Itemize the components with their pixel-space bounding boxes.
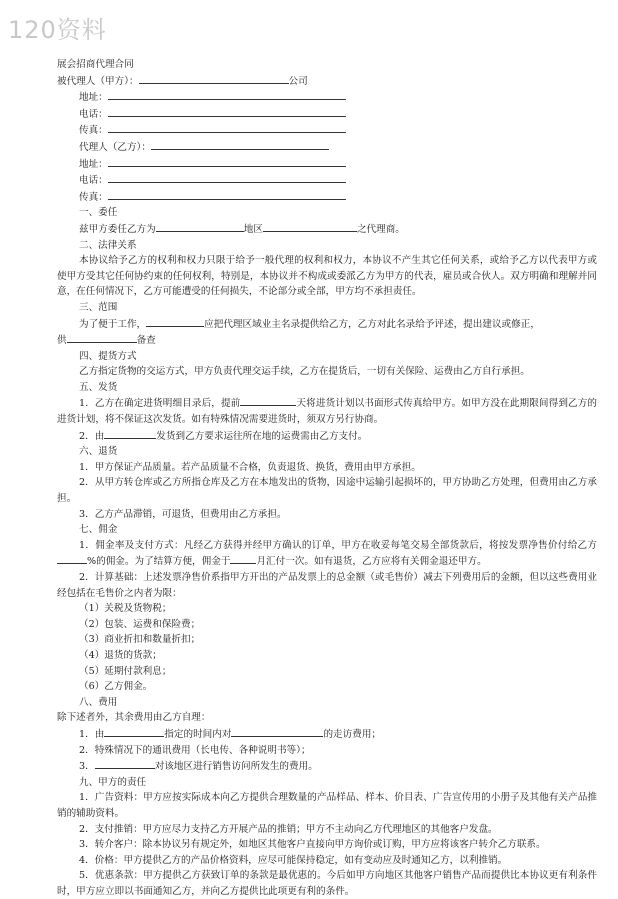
- fax-label: 传真：: [79, 191, 108, 203]
- party-b-row: [57, 139, 597, 156]
- shipper-field[interactable]: [104, 428, 156, 439]
- party-b-phone-field[interactable]: [108, 172, 346, 183]
- paragraph: 2．计算基础：上述发票净售价系指甲方开出的产品发票上的总金额（或毛售价）减去下列费用后的金额，但以这些费用业经包括在毛售价之内者为限：: [57, 572, 597, 599]
- text-fragment: 之代理商。: [356, 223, 405, 235]
- party-a-suffix: 公司: [288, 75, 308, 87]
- section-heading: 九、甲方的责任: [79, 776, 147, 788]
- paragraph: 2．从甲方转仓库或乙方所指仓库及乙方在本地发出的货物，因途中运输引起损坏的，甲方协助乙方处理，但费用由乙方承担。: [57, 477, 597, 505]
- text-fragment: 天将进货计划以书面形式传真给甲方。如甲方没在此期限间得到乙方的进货计划，将不保证这次发货。如有特殊情况需要进货时，须双方另行协商。: [57, 398, 597, 426]
- text-fragment: 发货到乙方要求运往所在地的运费需由乙方支付。: [156, 430, 368, 442]
- paragraph: 2．特殊情况下的通讯费用（长电传、各种说明书等）；: [79, 744, 311, 756]
- text-fragment: 指定的时间内对: [164, 728, 232, 740]
- paragraph: 乙方指定货物的交运方式，甲方负责代理交运手续，乙方在提货后，一切有关保险、运费由乙方自行承担。: [79, 366, 530, 378]
- paragraph: 1．甲方保证产品质量。若产品质量不合格，负责退货、换货，费用由甲方承担。: [79, 461, 421, 473]
- text-fragment: %的佣金。为了结算方便，佣金于: [87, 556, 231, 568]
- text-fragment: 3．: [79, 761, 95, 773]
- text-fragment: 1．佣金率及支付方式：凡经乙方获得并经甲方确认的订单，甲方在收妥每笔交易全部货款后，将按发票净售价付给乙方: [79, 539, 597, 551]
- contract-document: [57, 57, 597, 899]
- text-fragment: 应把代理区域业主名录提供给乙方，乙方对此名录给予评述，提出建议或修正，: [204, 318, 540, 330]
- party-a-row: [57, 73, 597, 90]
- phone-label: 电话：: [79, 108, 108, 120]
- paragraph: 2．支付推销：甲方应尽力支持乙方开展产品的推销；甲方不主动向乙方代理地区的其他客户发盘。: [79, 823, 498, 835]
- appointer-field[interactable]: [156, 221, 244, 232]
- paragraph: 1．广告资料：甲方应按实际成本向乙方提供合理数量的产品样品、样本、价目表、广告宣传用的小册子及其他有关产品推销的辅助资料。: [57, 792, 597, 819]
- section-heading: 八、费用: [79, 696, 118, 708]
- watermark: 120资料: [8, 16, 107, 44]
- reference-party-field[interactable]: [67, 332, 137, 343]
- text-fragment: 的走访费用；: [323, 728, 382, 740]
- section-heading: 六、退货: [79, 446, 118, 458]
- text-fragment: 供: [57, 335, 67, 347]
- section-3-line-2: [57, 332, 597, 349]
- paragraph: 5．优惠条款：甲方提供乙方获致订单的条款是最优惠的。今后如甲方向地区其他客户销售产品而提供比本协议更有利条件时，甲方应立即以书面通知乙方，并向乙方提供比此项更有利的条件。: [57, 870, 597, 897]
- section-heading: 一、委任: [79, 207, 118, 219]
- text-fragment: 月汇付一次。如有退货，乙方应将有关佣金退还甲方。: [256, 556, 487, 568]
- list-item: （1）关税及货物税；: [79, 603, 172, 615]
- paragraph: [57, 428, 597, 445]
- section-1-text: [57, 221, 597, 238]
- party-b-label: 代理人（乙方）：: [79, 141, 151, 153]
- text-fragment: 1．乙方在确定进货明细目录后，提前: [79, 398, 241, 410]
- paragraph: [57, 395, 597, 427]
- commission-rate-field[interactable]: [57, 553, 87, 564]
- paragraph: 4．价格：甲方提供乙方的产品价格资料，应尽可能保持稳定，如有变动应及时通知乙方，以利推销。: [79, 854, 508, 866]
- document-title: 展会招商代理合同: [57, 59, 134, 70]
- fax-label: 传真：: [79, 125, 108, 137]
- list-item: （2）包装、运费和保险费；: [79, 618, 201, 630]
- paragraph: 3．乙方产品滞销，可退货，但费用由乙方承担。: [79, 508, 287, 520]
- text-fragment: 兹甲方委任乙方为: [79, 223, 156, 235]
- party-b-address-field[interactable]: [108, 156, 346, 167]
- address-label: 地址：: [79, 158, 108, 170]
- party-b-fax-row: [57, 189, 597, 206]
- paragraph: [57, 758, 597, 775]
- text-fragment: 为了便于工作，: [79, 318, 147, 330]
- section-heading: 三、范围: [79, 301, 118, 313]
- designator-field[interactable]: [104, 726, 164, 737]
- party-a-name-field[interactable]: [139, 73, 289, 84]
- section-heading: 二、法律关系: [79, 239, 137, 251]
- address-label: 地址：: [79, 92, 108, 104]
- text-fragment: 备查: [136, 335, 156, 347]
- section-3-line-1: [57, 316, 597, 333]
- section-heading: 五、发货: [79, 381, 118, 393]
- text-fragment: 对该地区进行销售访问所发生的费用。: [154, 761, 318, 773]
- party-a-address-field[interactable]: [108, 89, 346, 100]
- party-a-fax-field[interactable]: [108, 122, 346, 133]
- paragraph: [57, 726, 597, 743]
- section-heading: 七、佣金: [79, 524, 118, 536]
- section-heading: 四、提货方式: [79, 350, 137, 362]
- party-b-address-row: [57, 156, 597, 173]
- days-field[interactable]: [240, 395, 296, 406]
- region-field[interactable]: [263, 221, 357, 232]
- party-a-fax-row: [57, 122, 597, 139]
- list-item: （3）商业折扣和数量折扣；: [79, 634, 201, 646]
- paragraph: 3．转介客户：除本协议另有规定外，如地区其他客户直接向甲方询价或订购，甲方应将该客户转介乙方联系。: [79, 839, 546, 851]
- visitor-field[interactable]: [95, 758, 155, 769]
- list-item: （4）退货的货款；: [79, 649, 162, 661]
- party-b-name-field[interactable]: [151, 139, 329, 150]
- paragraph: [57, 538, 597, 570]
- text-fragment: 1．由: [79, 728, 105, 740]
- party-b-phone-row: [57, 172, 597, 189]
- phone-label: 电话：: [79, 175, 108, 187]
- paragraph: 除下述者外，其余费用由乙方自理：: [57, 712, 211, 724]
- list-item: （6）乙方佣金。: [79, 681, 153, 693]
- party-a-phone-field[interactable]: [108, 106, 346, 117]
- party-a-phone-row: [57, 106, 597, 123]
- paragraph: 本协议给予乙方的权利和权力只限于给予一般代理的权利和权力，本协议不产生其它任何关系，或给予乙方以代表甲方或使甲方受其它任何协约束的任何权利，特别是，本协议并不构成或委派乙方为甲方的代表，雇员或合伙人。双方明确和理解并同意，在任何情况下，乙方可能遭受的任何损失，不论部分或全部，甲方均不承担责任。: [57, 255, 597, 298]
- text-fragment: 2．由: [79, 430, 105, 442]
- party-a-address-row: [57, 89, 597, 106]
- provider-field[interactable]: [146, 316, 204, 327]
- visit-target-field[interactable]: [231, 726, 323, 737]
- text-fragment: 地区: [243, 223, 263, 235]
- party-a-label: 被代理人（甲方）：: [57, 75, 139, 87]
- payment-interval-field[interactable]: [230, 553, 256, 564]
- list-item: （5）延期付款利息；: [79, 665, 172, 677]
- party-b-fax-field[interactable]: [108, 189, 346, 200]
